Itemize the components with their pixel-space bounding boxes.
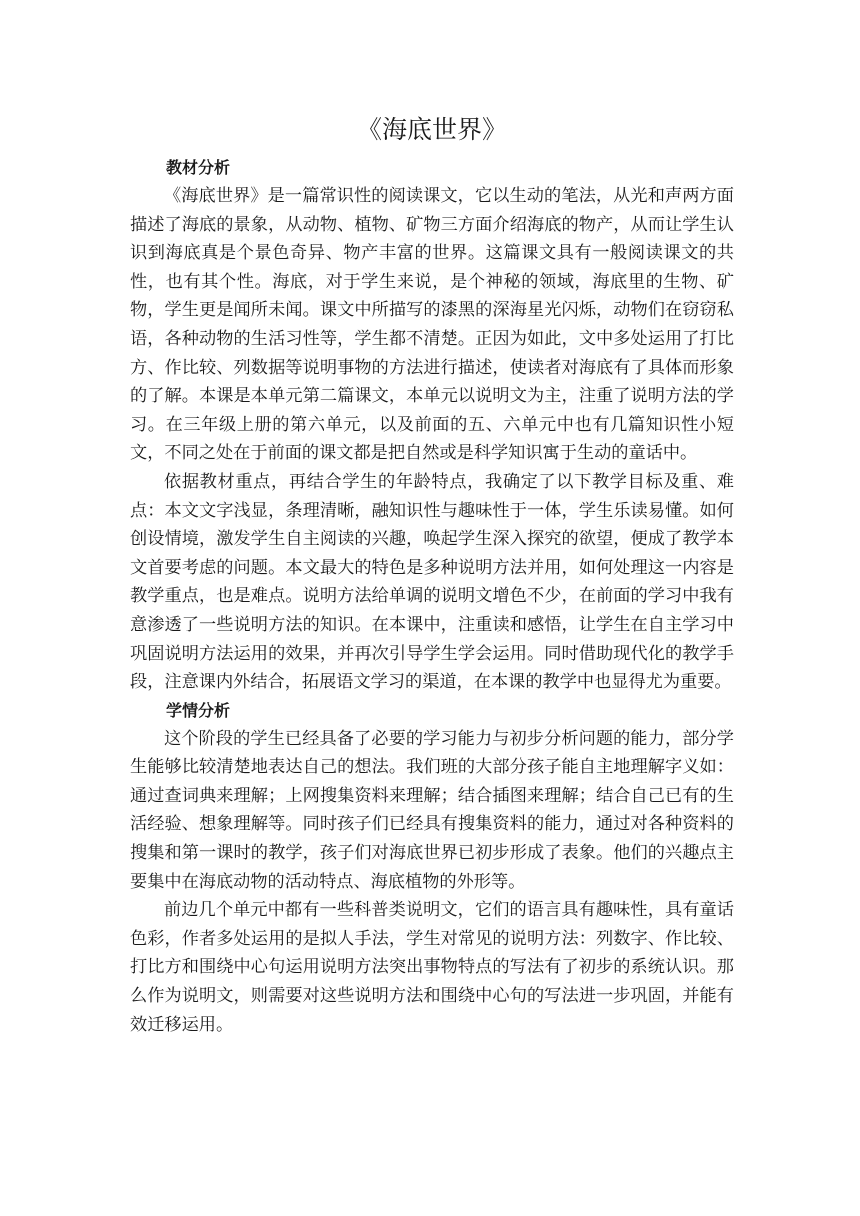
section-textbook-analysis xyxy=(130,154,734,697)
document-title: 《海底世界》 xyxy=(356,115,507,144)
paragraph: 这个阶段的学生已经具备了必要的学习能力与初步分析问题的能力，部分学生能够比较清楚地表达自己的想法。我们班的大部分孩子能自主地理解字义如：通过查词典来理解；上网搜集资料来理解；结合插图来理解；结合自己已有的生活经验、想象理解等。同时孩子们已经具有搜集资料的能力，通过对各种资料的搜集和第一课时的教学，孩子们对海底世界已初步形成了表象。他们的兴趣点主要集中在海底动物的活动特点、海底植物的外形等。 xyxy=(130,728,734,892)
section-student-analysis xyxy=(130,697,734,1040)
paragraph: 依据教材重点，再结合学生的年龄特点，我确定了以下教学目标及重、难点：本文文字浅显，条理清晰，融知识性与趣味性于一体，学生乐读易懂。如何创设情境，激发学生自主阅读的兴趣，唤起学生深入探究的欲望，便成了教学本文首要考虑的问题。本文最大的特色是多种说明方法并用，如何处理这一内容是教学重点，也是难点。说明方法给单调的说明文增色不少，在前面的学习中我有意渗透了一些说明方法的知识。在本课中，注重读和感悟，让学生在自主学习中巩固说明方法运用的效果，并再次引导学生学会运用。同时借助现代化的教学手段，注意课内外结合，拓展语文学习的渠道，在本课的教学中也显得尤为重要。 xyxy=(130,471,734,693)
section-heading: 教材分析 xyxy=(166,158,231,177)
document-page xyxy=(130,110,734,1039)
paragraph: 前边几个单元中都有一些科普类说明文，它们的语言具有趣味性，具有童话色彩，作者多处运用的是拟人手法，学生对常见的说明方法：列数字、作比较、打比方和围绕中心句运用说明方法突出事物特点的写法有了初步的系统认识。那么作为说明文，则需要对这些说明方法和围绕中心句的写法进一步巩固，并能有效迁移运用。 xyxy=(130,900,734,1035)
paragraph: 《海底世界》是一篇常识性的阅读课文，它以生动的笔法，从光和声两方面描述了海底的景象，从动物、植物、矿物三方面介绍海底的物产，从而让学生认识到海底真是个景色奇异、物产丰富的世界。这篇课文具有一般阅读课文的共性，也有其个性。海底，对于学生来说，是个神秘的领域，海底里的生物、矿物，学生更是闻所未闻。课文中所描写的漆黑的深海星光闪烁，动物们在窃窃私语，各种动物的生活习性等，学生都不清楚。正因为如此，文中多处运用了打比方、作比较、列数据等说明事物的方法进行描述，使读者对海底有了具体而形象的了解。本课是本单元第二篇课文，本单元以说明文为主，注重了说明方法的学习。在三年级上册的第六单元，以及前面的五、六单元中也有几篇知识性小短文，不同之处在于前面的课文都是把自然或是科学知识寓于生动的童话中。 xyxy=(130,186,734,464)
section-heading: 学情分析 xyxy=(166,700,231,720)
